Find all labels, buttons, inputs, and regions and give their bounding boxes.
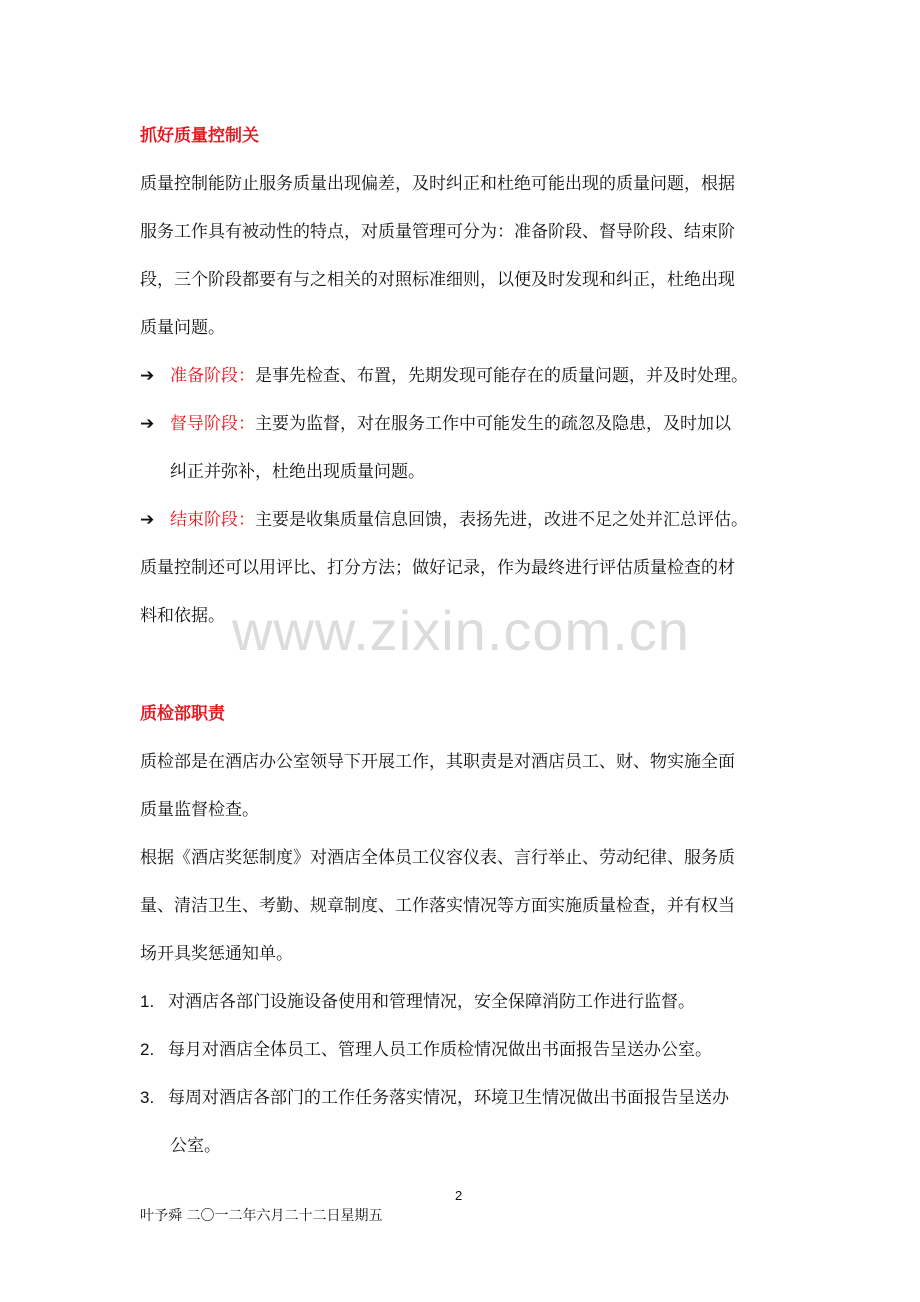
item-text: 每月对酒店全体员工、管理人员工作质检情况做出书面报告呈送办公室。 (168, 1040, 712, 1060)
bullet-term: 督导阶段： (170, 414, 255, 434)
bullet-item (140, 508, 748, 532)
numbered-item (140, 1038, 712, 1062)
arrow-right-icon: ➔ (140, 510, 155, 530)
arrow-right-icon: ➔ (140, 414, 155, 434)
paragraph-line: 场开具奖惩通知单。 (140, 944, 293, 964)
bullet-term: 结束阶段： (170, 510, 255, 530)
section-heading-quality-control: 抓好质量控制关 (140, 126, 259, 146)
page-number: 2 (455, 1188, 463, 1203)
bullet-item (140, 364, 748, 388)
paragraph-line: 质检部是在酒店办公室领导下开展工作，其职责是对酒店员工、财、物实施全面 (140, 752, 735, 772)
numbered-item (140, 1086, 729, 1110)
item-number: 3. (140, 1088, 155, 1107)
paragraph-line: 质量控制能防止服务质量出现偏差，及时纠正和杜绝可能出现的质量问题，根据 (140, 174, 735, 194)
bullet-text: 主要为监督，对在服务工作中可能发生的疏忽及隐患，及时加以 (255, 414, 731, 434)
watermark-text: www.zixin.com.cn (232, 599, 690, 662)
paragraph-line: 质量监督检查。 (140, 800, 259, 820)
arrow-right-icon: ➔ (140, 366, 155, 386)
paragraph-line: 服务工作具有被动性的特点，对质量管理可分为：准备阶段、督导阶段、结束阶 (140, 222, 735, 242)
numbered-continuation: 公室。 (170, 1136, 221, 1156)
paragraph-line: 根据《酒店奖惩制度》对酒店全体员工仪容仪表、言行举止、劳动纪律、服务质 (140, 848, 735, 868)
paragraph-line: 料和依据。 (140, 606, 225, 626)
item-text: 对酒店各部门设施设备使用和管理情况，安全保障消防工作进行监督。 (168, 992, 695, 1012)
paragraph-line: 量、清洁卫生、考勤、规章制度、工作落实情况等方面实施质量检查，并有权当 (140, 896, 735, 916)
item-number: 1. (140, 992, 155, 1011)
bullet-term: 准备阶段： (170, 366, 255, 386)
footer-author-date: 叶予舜 二〇一二年六月二十二日星期五 (140, 1208, 383, 1224)
numbered-item (140, 990, 695, 1014)
paragraph-line: 质量问题。 (140, 318, 225, 338)
bullet-text: 是事先检查、布置，先期发现可能存在的质量问题，并及时处理。 (255, 366, 748, 386)
bullet-item (140, 412, 731, 436)
section-heading-qc-duties: 质检部职责 (140, 704, 225, 724)
item-number: 2. (140, 1040, 155, 1059)
paragraph-line: 质量控制还可以用评比、打分方法；做好记录，作为最终进行评估质量检查的材 (140, 558, 735, 578)
bullet-continuation: 纠正并弥补，杜绝出现质量问题。 (170, 462, 425, 482)
item-text: 每周对酒店各部门的工作任务落实情况，环境卫生情况做出书面报告呈送办 (168, 1088, 729, 1108)
bullet-text: 主要是收集质量信息回馈，表扬先进，改进不足之处并汇总评估。 (255, 510, 748, 530)
paragraph-line: 段，三个阶段都要有与之相关的对照标准细则，以便及时发现和纠正，杜绝出现 (140, 270, 735, 290)
